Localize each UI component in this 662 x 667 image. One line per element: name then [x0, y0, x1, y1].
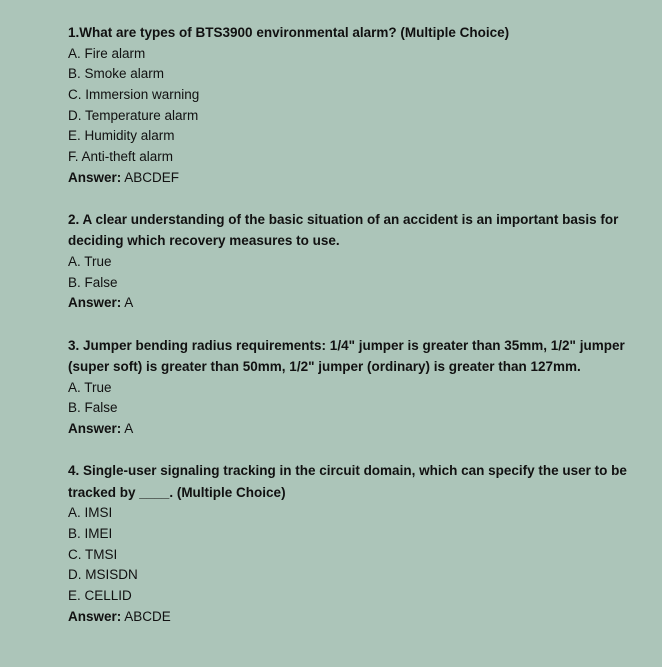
option: A. True: [68, 253, 112, 269]
question-3: [68, 335, 628, 440]
spacer: [68, 188, 628, 209]
option: A. True: [68, 379, 112, 395]
option: B. False: [68, 400, 118, 416]
option: B. False: [68, 274, 118, 290]
option: E. Humidity alarm: [68, 128, 175, 144]
question-4: [68, 460, 628, 627]
option: A. IMSI: [68, 505, 113, 521]
option: B. Smoke alarm: [68, 66, 165, 82]
question-title: 1.What are types of BTS3900 environmental alarm? (Multiple Choice): [68, 25, 510, 40]
answer-value: ABCDE: [121, 608, 171, 624]
option: E. CELLID: [68, 587, 132, 603]
answer-value: A: [121, 295, 134, 311]
answer-label: Answer:: [68, 295, 122, 311]
question-title: 2. A clear understanding of the basic situation of an accident is an important basis for deciding which recovery measures to use.: [68, 211, 619, 249]
answer-line: [68, 168, 628, 189]
spacer: [68, 440, 628, 461]
question-2: [68, 209, 628, 314]
answer-label: Answer:: [68, 608, 122, 624]
option: F. Anti-theft alarm: [68, 149, 174, 165]
answer-line: [68, 607, 628, 628]
answer-line: [68, 293, 628, 314]
option: C. Immersion warning: [68, 86, 200, 102]
answer-line: [68, 419, 628, 440]
option: D. MSISDN: [68, 567, 138, 583]
answer-value: A: [121, 420, 134, 436]
spacer: [68, 314, 628, 335]
question-1: [68, 22, 628, 188]
option: D. Temperature alarm: [68, 107, 199, 123]
question-title: 3. Jumper bending radius requirements: 1/4" jumper is greater than 35mm, 1/2" jumper (super soft) is greater than 50mm, 1/2" jumper (ordinary) is greater than 127mm.: [68, 337, 625, 375]
answer-value: ABCDEF: [121, 169, 180, 185]
option: C. TMSI: [68, 546, 118, 562]
option: B. IMEI: [68, 525, 113, 541]
option: A. Fire alarm: [68, 45, 146, 61]
answer-label: Answer:: [68, 169, 122, 185]
question-title: 4. Single-user signaling tracking in the circuit domain, which can specify the user to be tracked by ____. (Multiple Choice): [68, 463, 627, 500]
quiz-document: [68, 22, 628, 627]
answer-label: Answer:: [68, 420, 122, 436]
